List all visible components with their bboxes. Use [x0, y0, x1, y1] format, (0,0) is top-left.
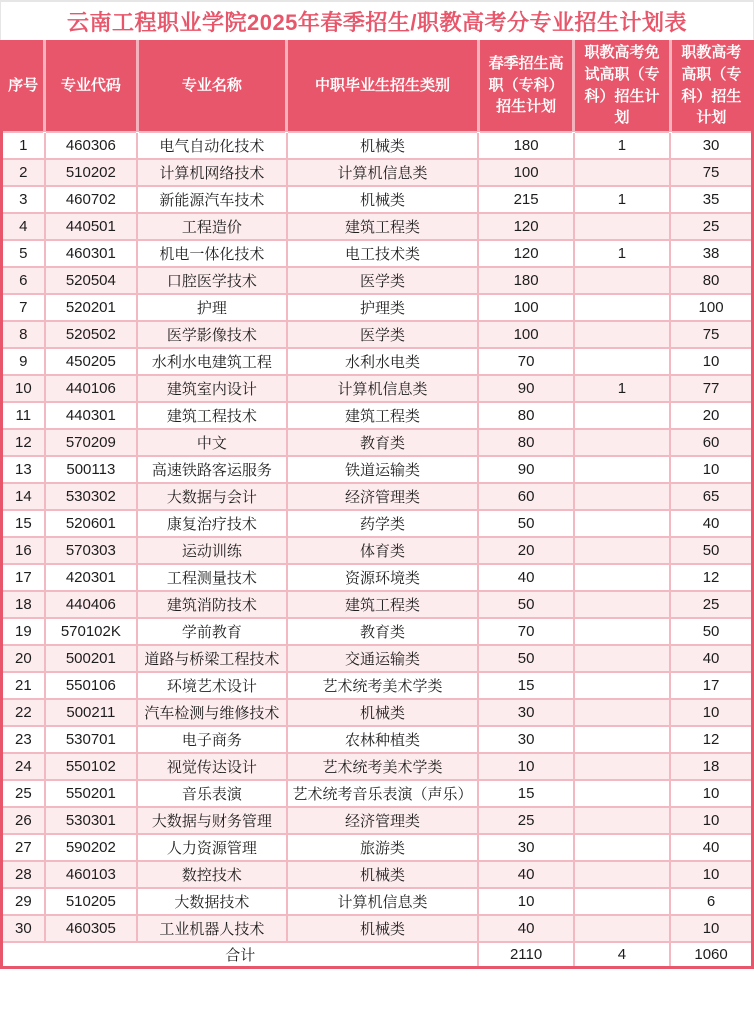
- exempt-plan-cell: [574, 915, 670, 942]
- major-code-cell: 500201: [45, 645, 137, 672]
- spring-plan-cell: 100: [478, 159, 573, 186]
- category-cell: 艺术统考美术学类: [287, 672, 479, 699]
- col-header-vocational-category: 中职毕业生招生类别: [287, 40, 479, 132]
- exempt-plan-cell: [574, 618, 670, 645]
- major-code-cell: 550106: [45, 672, 137, 699]
- spring-plan-cell: 40: [478, 861, 573, 888]
- exempt-plan-cell: [574, 834, 670, 861]
- spring-plan-cell: 180: [478, 132, 573, 159]
- gaokao-plan-cell: 40: [670, 645, 752, 672]
- table-row: [2, 672, 753, 699]
- exempt-plan-cell: [574, 510, 670, 537]
- exempt-plan-cell: [574, 726, 670, 753]
- table-row: [2, 564, 753, 591]
- major-code-cell: 500211: [45, 699, 137, 726]
- major-name-cell: 护理: [137, 294, 287, 321]
- major-name-cell: 数控技术: [137, 861, 287, 888]
- major-code-cell: 550102: [45, 753, 137, 780]
- gaokao-plan-cell: 18: [670, 753, 752, 780]
- gaokao-plan-cell: 17: [670, 672, 752, 699]
- exempt-plan-cell: [574, 861, 670, 888]
- category-cell: 护理类: [287, 294, 479, 321]
- major-name-cell: 人力资源管理: [137, 834, 287, 861]
- gaokao-plan-cell: 35: [670, 186, 752, 213]
- col-header-gaokao-plan: 职教高考高职（专科）招生计划: [670, 40, 752, 132]
- table-row: [2, 888, 753, 915]
- major-code-cell: 460103: [45, 861, 137, 888]
- total-label-cell: 合计: [2, 942, 479, 968]
- major-code-cell: 420301: [45, 564, 137, 591]
- table-row: [2, 348, 753, 375]
- serial-number-cell: 18: [2, 591, 45, 618]
- table-row: [2, 267, 753, 294]
- major-code-cell: 520601: [45, 510, 137, 537]
- category-cell: 农林种植类: [287, 726, 479, 753]
- exempt-plan-cell: [574, 780, 670, 807]
- spring-plan-cell: 10: [478, 753, 573, 780]
- exempt-plan-cell: [574, 159, 670, 186]
- major-name-cell: 电气自动化技术: [137, 132, 287, 159]
- gaokao-plan-cell: 10: [670, 348, 752, 375]
- major-code-cell: 570102K: [45, 618, 137, 645]
- category-cell: 药学类: [287, 510, 479, 537]
- spring-plan-cell: 25: [478, 807, 573, 834]
- major-name-cell: 建筑消防技术: [137, 591, 287, 618]
- major-code-cell: 570209: [45, 429, 137, 456]
- category-cell: 艺术统考音乐表演（声乐）: [287, 780, 479, 807]
- total-exempt-plan-cell: 4: [574, 942, 670, 968]
- table-row: [2, 321, 753, 348]
- serial-number-cell: 24: [2, 753, 45, 780]
- exempt-plan-cell: [574, 213, 670, 240]
- serial-number-cell: 19: [2, 618, 45, 645]
- gaokao-plan-cell: 50: [670, 537, 752, 564]
- table-row: [2, 159, 753, 186]
- serial-number-cell: 1: [2, 132, 45, 159]
- exempt-plan-cell: 1: [574, 375, 670, 402]
- spring-plan-cell: 20: [478, 537, 573, 564]
- major-code-cell: 460301: [45, 240, 137, 267]
- major-name-cell: 口腔医学技术: [137, 267, 287, 294]
- exempt-plan-cell: [574, 402, 670, 429]
- major-code-cell: 590202: [45, 834, 137, 861]
- serial-number-cell: 6: [2, 267, 45, 294]
- spring-plan-cell: 50: [478, 510, 573, 537]
- serial-number-cell: 14: [2, 483, 45, 510]
- category-cell: 旅游类: [287, 834, 479, 861]
- spring-plan-cell: 120: [478, 213, 573, 240]
- table-row: [2, 186, 753, 213]
- major-name-cell: 建筑室内设计: [137, 375, 287, 402]
- exempt-plan-cell: [574, 321, 670, 348]
- serial-number-cell: 3: [2, 186, 45, 213]
- total-spring-plan-cell: 2110: [478, 942, 573, 968]
- gaokao-plan-cell: 38: [670, 240, 752, 267]
- exempt-plan-cell: 1: [574, 240, 670, 267]
- spring-plan-cell: 15: [478, 780, 573, 807]
- major-name-cell: 机电一体化技术: [137, 240, 287, 267]
- spring-plan-cell: 50: [478, 591, 573, 618]
- serial-number-cell: 27: [2, 834, 45, 861]
- major-code-cell: 460305: [45, 915, 137, 942]
- category-cell: 教育类: [287, 618, 479, 645]
- major-name-cell: 计算机网络技术: [137, 159, 287, 186]
- major-code-cell: 520504: [45, 267, 137, 294]
- spring-plan-cell: 50: [478, 645, 573, 672]
- table-row: [2, 591, 753, 618]
- serial-number-cell: 4: [2, 213, 45, 240]
- major-code-cell: 550201: [45, 780, 137, 807]
- serial-number-cell: 8: [2, 321, 45, 348]
- table-row: [2, 861, 753, 888]
- major-name-cell: 大数据技术: [137, 888, 287, 915]
- spring-plan-cell: 30: [478, 699, 573, 726]
- gaokao-plan-cell: 12: [670, 726, 752, 753]
- table-row: [2, 456, 753, 483]
- category-cell: 机械类: [287, 186, 479, 213]
- major-code-cell: 440301: [45, 402, 137, 429]
- exempt-plan-cell: [574, 456, 670, 483]
- table-row: [2, 402, 753, 429]
- serial-number-cell: 26: [2, 807, 45, 834]
- gaokao-plan-cell: 75: [670, 159, 752, 186]
- serial-number-cell: 10: [2, 375, 45, 402]
- major-name-cell: 道路与桥梁工程技术: [137, 645, 287, 672]
- category-cell: 机械类: [287, 699, 479, 726]
- major-name-cell: 建筑工程技术: [137, 402, 287, 429]
- spring-plan-cell: 10: [478, 888, 573, 915]
- category-cell: 机械类: [287, 132, 479, 159]
- serial-number-cell: 13: [2, 456, 45, 483]
- gaokao-plan-cell: 25: [670, 591, 752, 618]
- serial-number-cell: 21: [2, 672, 45, 699]
- table-row: [2, 915, 753, 942]
- major-code-cell: 460306: [45, 132, 137, 159]
- exempt-plan-cell: [574, 591, 670, 618]
- spring-plan-cell: 40: [478, 915, 573, 942]
- major-name-cell: 工程造价: [137, 213, 287, 240]
- gaokao-plan-cell: 60: [670, 429, 752, 456]
- exempt-plan-cell: [574, 699, 670, 726]
- total-row: [2, 942, 753, 968]
- major-code-cell: 440501: [45, 213, 137, 240]
- table-row: [2, 510, 753, 537]
- gaokao-plan-cell: 12: [670, 564, 752, 591]
- spring-plan-cell: 180: [478, 267, 573, 294]
- category-cell: 交通运输类: [287, 645, 479, 672]
- gaokao-plan-cell: 77: [670, 375, 752, 402]
- major-name-cell: 医学影像技术: [137, 321, 287, 348]
- exempt-plan-cell: [574, 645, 670, 672]
- gaokao-plan-cell: 10: [670, 699, 752, 726]
- category-cell: 计算机信息类: [287, 375, 479, 402]
- serial-number-cell: 15: [2, 510, 45, 537]
- major-code-cell: 520201: [45, 294, 137, 321]
- table-row: [2, 726, 753, 753]
- exempt-plan-cell: 1: [574, 186, 670, 213]
- gaokao-plan-cell: 50: [670, 618, 752, 645]
- major-name-cell: 大数据与财务管理: [137, 807, 287, 834]
- spring-plan-cell: 100: [478, 321, 573, 348]
- table-row: [2, 375, 753, 402]
- gaokao-plan-cell: 10: [670, 861, 752, 888]
- major-name-cell: 工程测量技术: [137, 564, 287, 591]
- enrollment-plan-table: [0, 40, 754, 969]
- spring-plan-cell: 70: [478, 618, 573, 645]
- spring-plan-cell: 100: [478, 294, 573, 321]
- gaokao-plan-cell: 10: [670, 456, 752, 483]
- category-cell: 医学类: [287, 321, 479, 348]
- gaokao-plan-cell: 6: [670, 888, 752, 915]
- total-gaokao-plan-cell: 1060: [670, 942, 752, 968]
- table-row: [2, 213, 753, 240]
- gaokao-plan-cell: 25: [670, 213, 752, 240]
- category-cell: 机械类: [287, 861, 479, 888]
- major-name-cell: 汽车检测与维修技术: [137, 699, 287, 726]
- table-body: [2, 132, 753, 968]
- col-header-major-code: 专业代码: [45, 40, 137, 132]
- gaokao-plan-cell: 30: [670, 132, 752, 159]
- serial-number-cell: 11: [2, 402, 45, 429]
- major-name-cell: 运动训练: [137, 537, 287, 564]
- major-name-cell: 中文: [137, 429, 287, 456]
- exempt-plan-cell: [574, 564, 670, 591]
- col-header-serial-number: 序号: [2, 40, 45, 132]
- serial-number-cell: 25: [2, 780, 45, 807]
- col-header-major-name: 专业名称: [137, 40, 287, 132]
- spring-plan-cell: 215: [478, 186, 573, 213]
- exempt-plan-cell: [574, 672, 670, 699]
- major-code-cell: 500113: [45, 456, 137, 483]
- serial-number-cell: 17: [2, 564, 45, 591]
- gaokao-plan-cell: 40: [670, 834, 752, 861]
- gaokao-plan-cell: 65: [670, 483, 752, 510]
- spring-plan-cell: 120: [478, 240, 573, 267]
- spring-plan-cell: 60: [478, 483, 573, 510]
- table-row: [2, 780, 753, 807]
- category-cell: 艺术统考美术学类: [287, 753, 479, 780]
- major-code-cell: 530302: [45, 483, 137, 510]
- major-code-cell: 570303: [45, 537, 137, 564]
- major-code-cell: 510202: [45, 159, 137, 186]
- category-cell: 医学类: [287, 267, 479, 294]
- spring-plan-cell: 70: [478, 348, 573, 375]
- table-row: [2, 807, 753, 834]
- gaokao-plan-cell: 40: [670, 510, 752, 537]
- serial-number-cell: 7: [2, 294, 45, 321]
- category-cell: 建筑工程类: [287, 402, 479, 429]
- exempt-plan-cell: [574, 483, 670, 510]
- gaokao-plan-cell: 75: [670, 321, 752, 348]
- table-row: [2, 240, 753, 267]
- table-row: [2, 537, 753, 564]
- gaokao-plan-cell: 10: [670, 915, 752, 942]
- category-cell: 计算机信息类: [287, 159, 479, 186]
- serial-number-cell: 30: [2, 915, 45, 942]
- major-code-cell: 460702: [45, 186, 137, 213]
- category-cell: 资源环境类: [287, 564, 479, 591]
- exempt-plan-cell: [574, 888, 670, 915]
- major-code-cell: 520502: [45, 321, 137, 348]
- col-header-exempt-plan: 职教高考免试高职（专科）招生计划: [574, 40, 670, 132]
- table-row: [2, 645, 753, 672]
- spring-plan-cell: 90: [478, 375, 573, 402]
- major-name-cell: 音乐表演: [137, 780, 287, 807]
- exempt-plan-cell: [574, 348, 670, 375]
- table-row: [2, 618, 753, 645]
- table-header: [2, 40, 753, 132]
- major-name-cell: 工业机器人技术: [137, 915, 287, 942]
- serial-number-cell: 22: [2, 699, 45, 726]
- table-row: [2, 834, 753, 861]
- serial-number-cell: 9: [2, 348, 45, 375]
- spring-plan-cell: 30: [478, 834, 573, 861]
- category-cell: 水利水电类: [287, 348, 479, 375]
- major-name-cell: 康复治疗技术: [137, 510, 287, 537]
- gaokao-plan-cell: 10: [670, 807, 752, 834]
- category-cell: 体育类: [287, 537, 479, 564]
- major-code-cell: 440106: [45, 375, 137, 402]
- major-name-cell: 水利水电建筑工程: [137, 348, 287, 375]
- spring-plan-cell: 80: [478, 402, 573, 429]
- serial-number-cell: 28: [2, 861, 45, 888]
- table-row: [2, 132, 753, 159]
- gaokao-plan-cell: 80: [670, 267, 752, 294]
- exempt-plan-cell: [574, 294, 670, 321]
- serial-number-cell: 5: [2, 240, 45, 267]
- major-code-cell: 450205: [45, 348, 137, 375]
- serial-number-cell: 29: [2, 888, 45, 915]
- table-row: [2, 294, 753, 321]
- category-cell: 经济管理类: [287, 807, 479, 834]
- major-code-cell: 440406: [45, 591, 137, 618]
- major-name-cell: 大数据与会计: [137, 483, 287, 510]
- spring-plan-cell: 80: [478, 429, 573, 456]
- serial-number-cell: 20: [2, 645, 45, 672]
- title-bar: [0, 2, 754, 40]
- major-code-cell: 530701: [45, 726, 137, 753]
- category-cell: 机械类: [287, 915, 479, 942]
- major-name-cell: 学前教育: [137, 618, 287, 645]
- exempt-plan-cell: [574, 429, 670, 456]
- category-cell: 教育类: [287, 429, 479, 456]
- table-row: [2, 483, 753, 510]
- page-title: 云南工程职业学院2025年春季招生/职教高考分专业招生计划表: [66, 9, 688, 35]
- exempt-plan-cell: 1: [574, 132, 670, 159]
- gaokao-plan-cell: 100: [670, 294, 752, 321]
- spring-plan-cell: 30: [478, 726, 573, 753]
- exempt-plan-cell: [574, 753, 670, 780]
- serial-number-cell: 12: [2, 429, 45, 456]
- major-name-cell: 电子商务: [137, 726, 287, 753]
- category-cell: 电工技术类: [287, 240, 479, 267]
- category-cell: 铁道运输类: [287, 456, 479, 483]
- major-name-cell: 高速铁路客运服务: [137, 456, 287, 483]
- gaokao-plan-cell: 20: [670, 402, 752, 429]
- serial-number-cell: 2: [2, 159, 45, 186]
- serial-number-cell: 16: [2, 537, 45, 564]
- table-row: [2, 699, 753, 726]
- major-name-cell: 新能源汽车技术: [137, 186, 287, 213]
- spring-plan-cell: 15: [478, 672, 573, 699]
- major-code-cell: 530301: [45, 807, 137, 834]
- col-header-spring-plan: 春季招生高职（专科）招生计划: [478, 40, 573, 132]
- major-name-cell: 视觉传达设计: [137, 753, 287, 780]
- spring-plan-cell: 40: [478, 564, 573, 591]
- category-cell: 建筑工程类: [287, 591, 479, 618]
- header-row: [2, 40, 753, 132]
- exempt-plan-cell: [574, 537, 670, 564]
- table-row: [2, 753, 753, 780]
- category-cell: 建筑工程类: [287, 213, 479, 240]
- exempt-plan-cell: [574, 807, 670, 834]
- major-code-cell: 510205: [45, 888, 137, 915]
- gaokao-plan-cell: 10: [670, 780, 752, 807]
- exempt-plan-cell: [574, 267, 670, 294]
- category-cell: 经济管理类: [287, 483, 479, 510]
- spring-plan-cell: 90: [478, 456, 573, 483]
- serial-number-cell: 23: [2, 726, 45, 753]
- table-row: [2, 429, 753, 456]
- category-cell: 计算机信息类: [287, 888, 479, 915]
- major-name-cell: 环境艺术设计: [137, 672, 287, 699]
